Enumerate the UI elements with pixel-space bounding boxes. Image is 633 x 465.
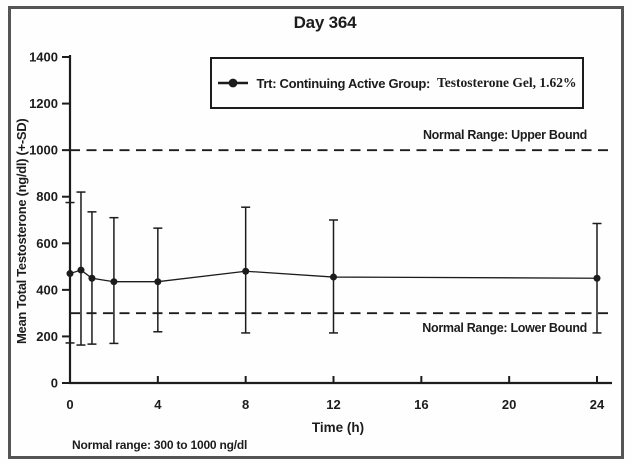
legend-label-prefix: Trt: Continuing Active Group: [256, 75, 431, 91]
y-tick-label: 1400 [29, 49, 58, 65]
x-tick-label: 0 [66, 397, 74, 412]
x-tick-label: 16 [414, 397, 429, 412]
x-tick-label: 20 [501, 397, 517, 412]
y-tick-label: 1000 [29, 142, 58, 158]
data-point [594, 275, 601, 282]
legend-label-product: Testosterone Gel, 1.62% [437, 75, 577, 90]
x-tick-label: 8 [242, 397, 250, 412]
chart-title: Day 364 [293, 13, 357, 32]
data-point [330, 274, 337, 281]
data-point [110, 278, 117, 285]
data-point [77, 267, 84, 274]
y-axis-title: Mean Total Testosterone (ng/dl) (+-SD) [14, 118, 29, 344]
x-tick-label: 4 [154, 397, 162, 412]
x-tick-label: 12 [326, 397, 341, 412]
y-tick-label: 600 [36, 235, 58, 251]
data-point [242, 268, 249, 275]
x-axis-title: Time (h) [311, 420, 365, 435]
y-tick-label: 800 [36, 189, 58, 205]
normal-range-footnote: Normal range: 300 to 1000 ng/dl [72, 438, 248, 452]
data-point [67, 270, 74, 277]
lower-bound-label: Normal Range: Lower Bound [422, 321, 587, 335]
x-tick-label: 24 [589, 397, 605, 412]
y-tick-label: 200 [36, 328, 58, 344]
y-tick-label: 0 [50, 375, 58, 391]
upper-bound-label: Normal Range: Upper Bound [422, 128, 587, 142]
y-tick-label: 1200 [29, 96, 58, 112]
y-tick-label: 400 [36, 282, 58, 298]
data-point [154, 278, 161, 285]
data-point [88, 275, 95, 282]
